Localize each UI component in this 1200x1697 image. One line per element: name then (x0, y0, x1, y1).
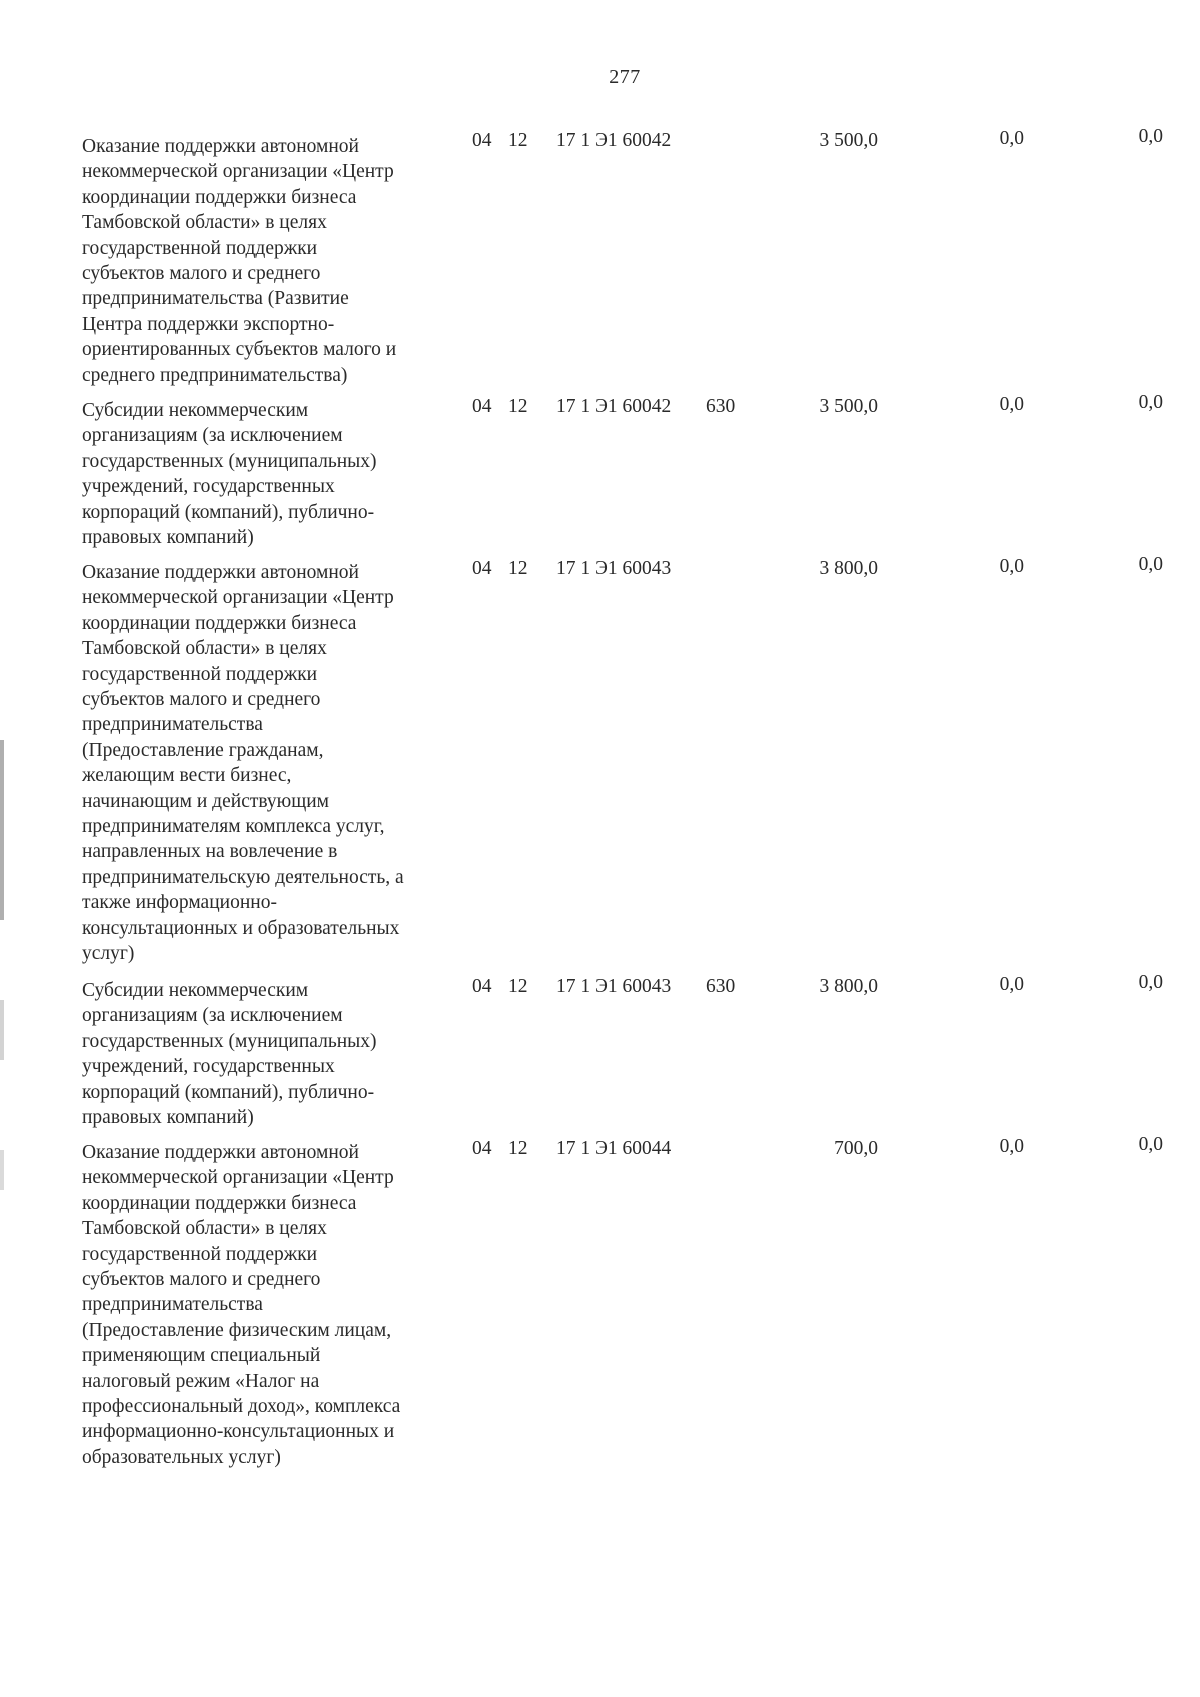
amount-year-1: 3 800,0 (819, 976, 878, 997)
amount-year-2: 0,0 (999, 1136, 1024, 1157)
amount-year-1: 3 800,0 (819, 558, 878, 579)
subsection-code: 12 (508, 558, 528, 579)
target-item-code: 17 1 Э1 60042 (556, 396, 672, 417)
target-item-code: 17 1 Э1 60044 (556, 1138, 672, 1159)
amount-year-2: 0,0 (999, 394, 1024, 415)
amount-year-3: 0,0 (1138, 1134, 1163, 1155)
subsection-code: 12 (508, 396, 528, 417)
page-number: 277 (609, 66, 641, 88)
amount-year-3: 0,0 (1138, 554, 1163, 575)
row-description: Субсидии некоммерческим организациям (за исключением государственных (муниципальных) учреждений, государственных корпораций (компаний), публично- правовых компаний) (82, 980, 377, 1129)
subsection-code: 12 (508, 130, 528, 151)
row-description: Оказание поддержки автономной некоммерческой организации «Центр координации поддержки бизнеса Тамбовской области» в целях государственной поддержки субъектов малого и среднего предпринимательства (Предоставление гражданам, желающим вести бизнес, начинающим и действующим предпринимателям комплекса услуг, направленных на вовлечение в предпринимательскую деятельность, а также информационно- консультационных и образовательных услуг) (82, 562, 404, 965)
section-code: 04 (472, 558, 492, 579)
scan-edge-mark (0, 740, 4, 920)
section-code: 04 (472, 976, 492, 997)
section-code: 04 (472, 1138, 492, 1159)
subsection-code: 12 (508, 976, 528, 997)
amount-year-3: 0,0 (1138, 126, 1163, 147)
subsection-code: 12 (508, 1138, 528, 1159)
amount-year-3: 0,0 (1138, 972, 1163, 993)
target-item-code: 17 1 Э1 60042 (556, 130, 672, 151)
row-description: Субсидии некоммерческим организациям (за исключением государственных (муниципальных) учреждений, государственных корпораций (компаний), публично- правовых компаний) (82, 400, 377, 549)
amount-year-3: 0,0 (1138, 392, 1163, 413)
amount-year-1: 3 500,0 (819, 130, 878, 151)
amount-year-2: 0,0 (999, 974, 1024, 995)
section-code: 04 (472, 396, 492, 417)
scan-edge-mark (0, 1150, 4, 1190)
expense-type-code: 630 (706, 976, 736, 997)
amount-year-2: 0,0 (999, 128, 1024, 149)
row-description: Оказание поддержки автономной некоммерческой организации «Центр координации поддержки бизнеса Тамбовской области» в целях государственной поддержки субъектов малого и среднего предпринимательства (Развитие Центра поддержки экспортно- ориентированных субъектов малого и среднего предпринимательства) (82, 136, 397, 386)
scan-edge-mark (0, 1000, 4, 1060)
amount-year-1: 3 500,0 (819, 396, 878, 417)
row-description: Оказание поддержки автономной некоммерческой организации «Центр координации поддержки бизнеса Тамбовской области» в целях государственной поддержки субъектов малого и среднего предпринимательства (Предоставление физическим лицам, применяющим специальный налоговый режим «Налог на профессиональный доход», комплекса информационно-консультационных и образовательных услуг) (82, 1142, 401, 1468)
target-item-code: 17 1 Э1 60043 (556, 976, 672, 997)
section-code: 04 (472, 130, 492, 151)
target-item-code: 17 1 Э1 60043 (556, 558, 672, 579)
expense-type-code: 630 (706, 396, 736, 417)
amount-year-1: 700,0 (834, 1138, 878, 1159)
amount-year-2: 0,0 (999, 556, 1024, 577)
